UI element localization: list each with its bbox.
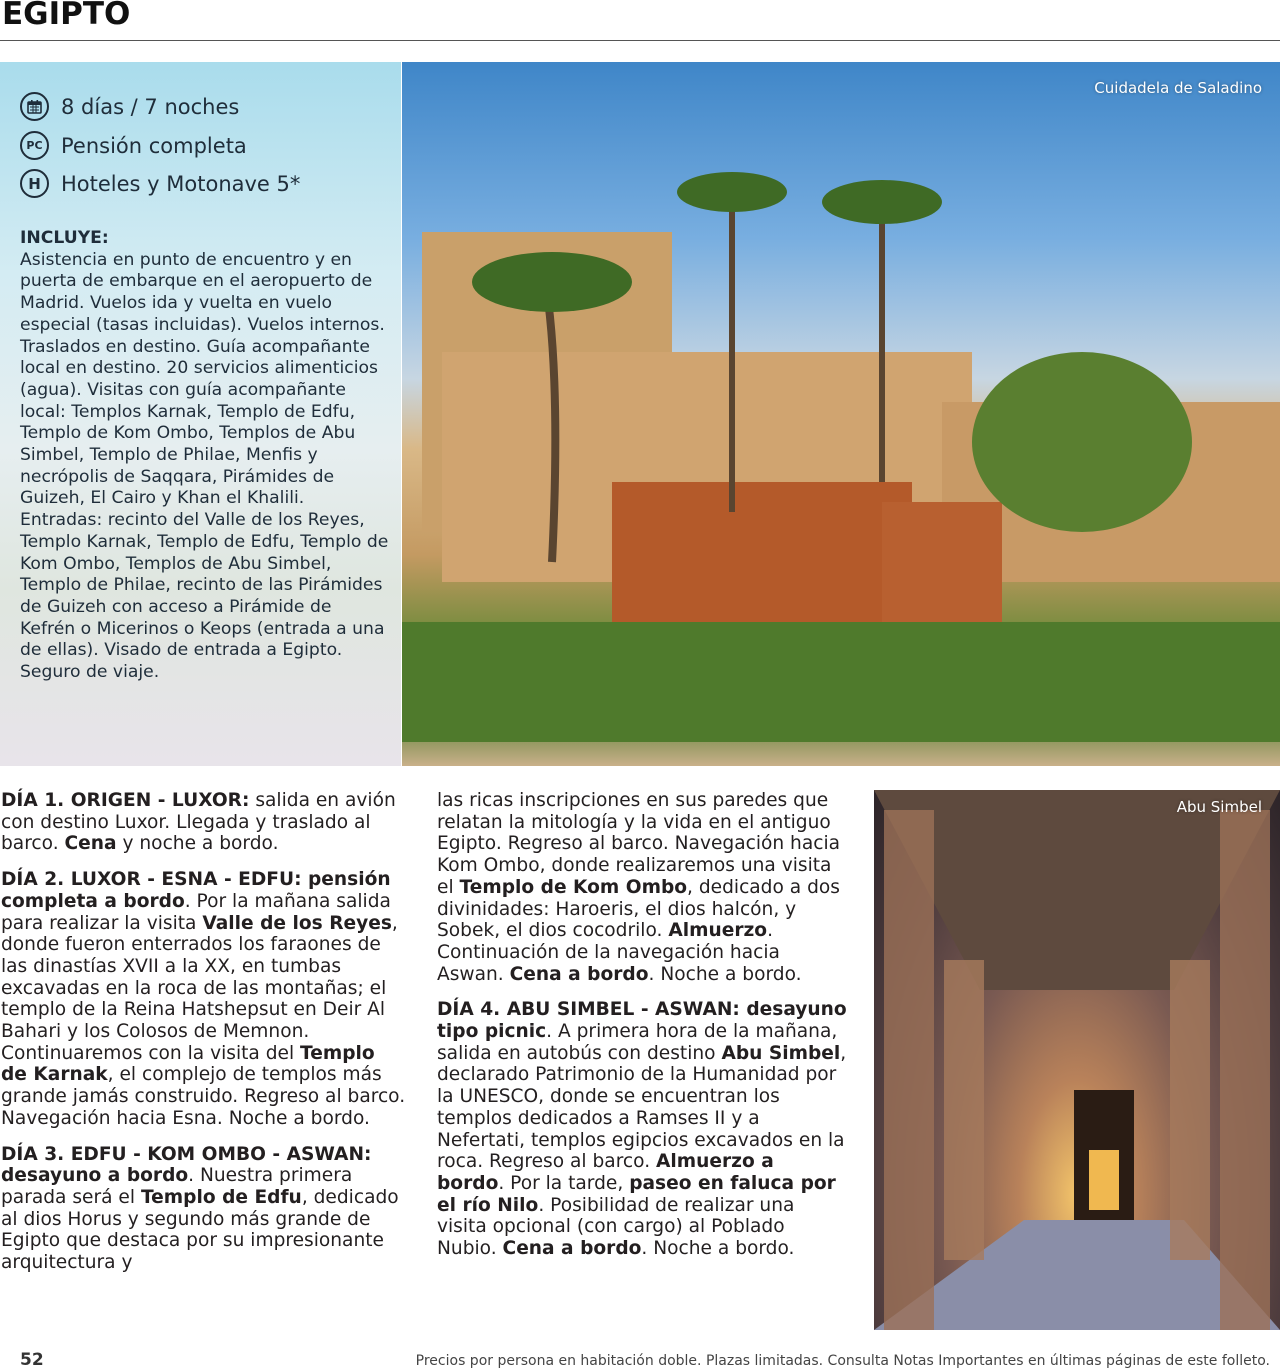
body-text: . Noche a bordo. bbox=[648, 963, 802, 985]
body-text: , el complejo de templos más grande jamás construido. Regreso al barco. Navegación hacia Esna. Noche a bordo. bbox=[1, 1064, 406, 1129]
body-text: , dedicado al dios Horus y segundo más grande de Egipto que destaca por su impresionante arquitectura y bbox=[1, 1186, 399, 1274]
footer-note: Precios por persona en habitación doble. Plazas limitadas. Consulta Notas Importantes en últimas páginas de este folleto. bbox=[415, 1353, 1270, 1369]
header-divider bbox=[0, 40, 1280, 41]
highlight-text: Templo de Karnak bbox=[1, 1042, 375, 1086]
includes-text: Asistencia en punto de encuentro y en puerta de embarque en el aeropuerto de Madrid. Vuelos ida y vuelta en vuelo especial (tasas incluidas). Vuelos internos. Traslados en destino. Guía acompañante local en destino. 20 servicios alimenticios (agua). Visitas con guía acompañante local: Templos Karnak, Templo de Edfu, Templo de Kom Ombo, Templos de Abu Simbel, Templo de Philae, Menfis y necrópolis de Saqqara, Pirámides de Guizeh, El Cairo y Khan el Khalili. Entradas: recinto del Valle de los Reyes, Templo Karnak, Templo de Edfu, Templo de Kom Ombo, Templos de Abu Simbel, Templo de Philae, recinto de las Pirámides de Guizeh con acceso a Pirámide de Kefrén o Micerinos o Keops (entrada a una de ellas). Visado de entrada a Egipto. Seguro de viaje. bbox=[20, 249, 389, 683]
body-text: y noche a bordo. bbox=[116, 833, 279, 855]
includes-section bbox=[20, 228, 390, 684]
itinerary-column-2 bbox=[437, 790, 847, 1274]
body-text: , declarado Patrimonio de la Humanidad por la UNESCO, donde se encuentran los templos dedicados a Ramses II y a Nefertati, templos egipcios excavados en la roca. Regreso al barco. bbox=[437, 1042, 847, 1173]
page-title: EGIPTO bbox=[2, 0, 131, 32]
itinerary-paragraph bbox=[1, 790, 406, 855]
feature-duration bbox=[20, 92, 239, 121]
body-text: salida en avión con destino Luxor. Llegada y traslado al barco. bbox=[1, 790, 396, 855]
highlight-text: Almuerzo a bordo bbox=[437, 1151, 774, 1194]
feature-hotel bbox=[20, 169, 300, 198]
body-text: . Por la mañana salida para realizar la visita bbox=[1, 890, 391, 934]
body-text: . Continuación de la navegación hacia Aswan. bbox=[437, 920, 780, 985]
temple-illustration bbox=[874, 790, 1280, 1330]
highlight-text: Cena a bordo bbox=[509, 963, 649, 985]
photo-caption: Abu Simbel bbox=[1176, 798, 1262, 816]
page-number: 52 bbox=[20, 1350, 44, 1370]
trip-summary-panel bbox=[0, 62, 401, 766]
feature-label: 8 días / 7 noches bbox=[61, 94, 240, 119]
itinerary-paragraph bbox=[437, 999, 847, 1259]
body-text: , dedicado a dos divinidades: Haroeris, el dios halcón, y Sobek, el dios cocodrilo. bbox=[437, 876, 840, 942]
calendar-icon bbox=[20, 92, 49, 121]
photo-caption: Cuidadela de Saladino bbox=[1094, 79, 1262, 97]
feature-board bbox=[20, 131, 247, 160]
feature-label: Pensión completa bbox=[61, 133, 247, 158]
citadel-illustration bbox=[402, 62, 1280, 766]
body-text: , donde fueron enterrados los faraones de las dinastías XVII a la XX, en tumbas excavadas en la roca de las montañas; el templo de la Reina Hatshepsut en Deir Al Bahari y los Colosos de Memnon. Continuaremos con la visita del bbox=[1, 912, 398, 1064]
hotel-icon: H bbox=[20, 169, 49, 198]
body-text: . A primera hora de la mañana, salida en autobús con destino bbox=[437, 1021, 838, 1064]
highlight-text: Almuerzo bbox=[668, 920, 768, 942]
highlight-text: Valle de los Reyes bbox=[202, 912, 392, 934]
itinerary-paragraph bbox=[1, 1144, 406, 1274]
includes-heading: INCLUYE: bbox=[20, 228, 109, 248]
highlight-text: DÍA 3. EDFU - KOM OMBO - ASWAN: desayuno a bordo bbox=[1, 1143, 372, 1187]
highlight-text: Cena bbox=[64, 833, 117, 855]
body-text: . Posibilidad de realizar una visita opcional (con cargo) al Poblado Nubio. bbox=[437, 1194, 795, 1260]
body-text: las ricas inscripciones en sus paredes que relatan la mitología y la vida en el antiguo Egipto. Regreso al barco. Navegación hacia Kom Ombo, donde realizaremos una visita el bbox=[437, 790, 841, 898]
itinerary-column-1 bbox=[1, 790, 406, 1288]
highlight-text: paseo en faluca por el río Nilo bbox=[437, 1172, 836, 1216]
itinerary-paragraph bbox=[1, 869, 406, 1129]
citadel-photo bbox=[402, 62, 1280, 766]
body-text: . Por la tarde, bbox=[498, 1172, 630, 1194]
body-text: . Nuestra primera parada será el bbox=[1, 1165, 353, 1208]
highlight-text: Templo de Edfu bbox=[140, 1186, 302, 1208]
feature-label: Hoteles y Motonave 5* bbox=[61, 171, 301, 196]
highlight-text: Templo de Kom Ombo bbox=[459, 876, 688, 898]
highlight-text: DÍA 4. ABU SIMBEL - ASWAN: desayuno tipo picnic bbox=[437, 999, 847, 1043]
highlight-text: Abu Simbel bbox=[721, 1042, 841, 1064]
full-board-icon: PC bbox=[20, 131, 49, 160]
abu-simbel-photo bbox=[874, 790, 1280, 1330]
body-text: . Noche a bordo. bbox=[641, 1238, 795, 1260]
highlight-text: DÍA 2. LUXOR - ESNA - EDFU: pensión completa a bordo bbox=[1, 869, 391, 912]
itinerary-paragraph bbox=[437, 790, 847, 985]
highlight-text: DÍA 1. ORIGEN - LUXOR: bbox=[1, 790, 250, 811]
highlight-text: Cena a bordo bbox=[502, 1238, 642, 1260]
